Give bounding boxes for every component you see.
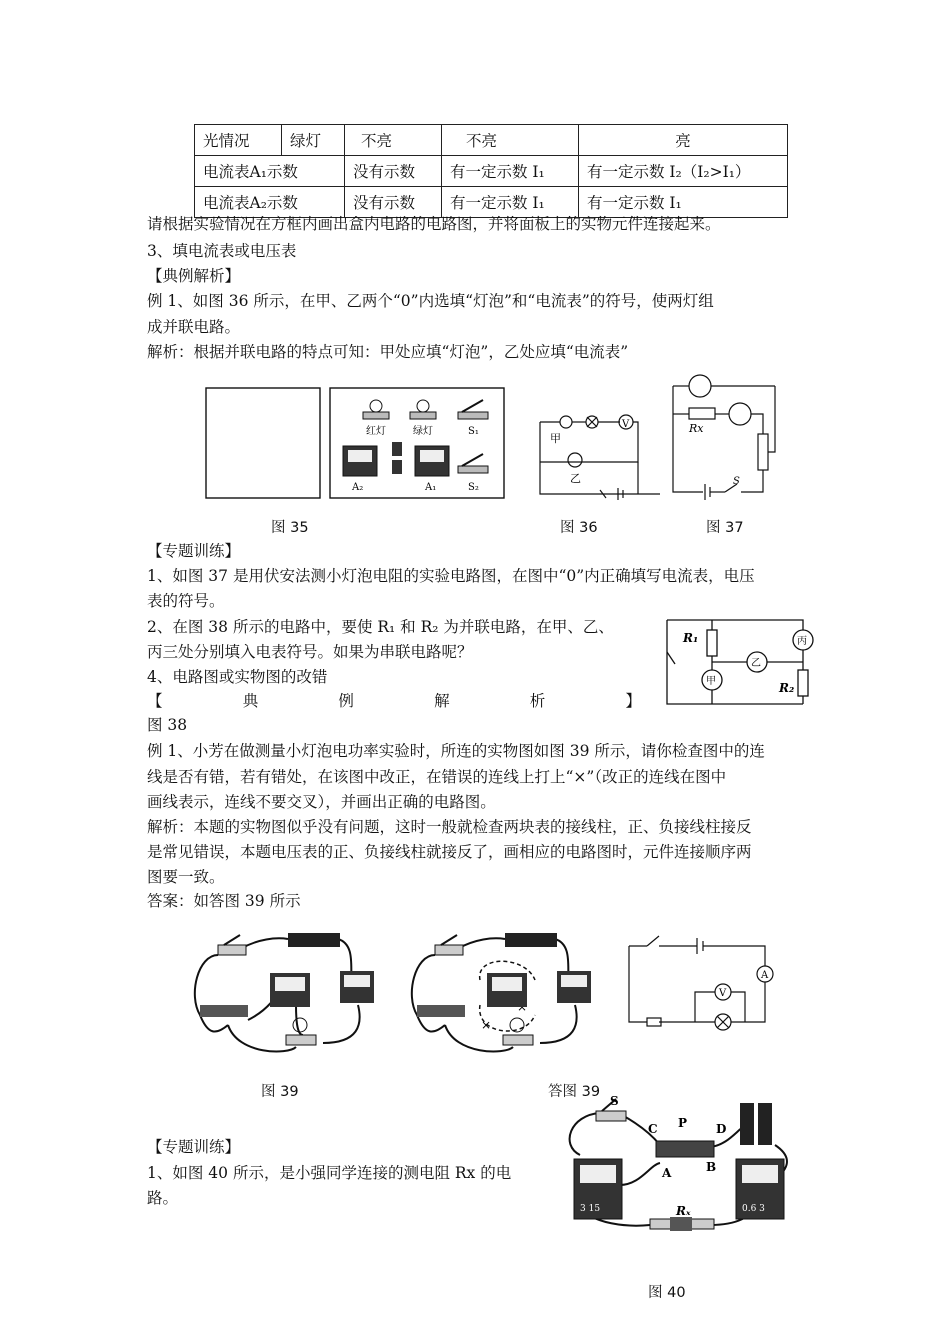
- yi-label: 乙: [751, 658, 761, 669]
- figure-40: [560, 1085, 810, 1245]
- table-cell: 电流表A₂示数: [195, 187, 345, 218]
- a-label: A: [761, 970, 769, 981]
- jia-circle: [560, 416, 572, 428]
- lamp-icon: [510, 1018, 524, 1032]
- a1-label: A₁: [425, 482, 437, 493]
- switch-icon: [596, 1111, 626, 1121]
- jia-label: 甲: [550, 432, 561, 445]
- switch-icon: [435, 945, 463, 955]
- rx-label: Rx: [689, 422, 704, 435]
- section-heading: 3、填电流表或电压表: [147, 242, 297, 260]
- v-label: V: [622, 419, 630, 430]
- answer-circuit-39: [625, 928, 775, 1028]
- r1-resistor: [707, 630, 717, 656]
- meter-circle: [689, 375, 711, 397]
- s-label: S: [733, 476, 740, 487]
- body-text: 例 1、如图 36 所示，在甲、乙两个“0”内选填“灯泡”和“电流表”的符号，使两灯组: [147, 292, 714, 310]
- s1-label: S₁: [468, 426, 479, 437]
- rheostat-icon: [656, 1141, 714, 1157]
- yi-label: 乙: [570, 472, 581, 485]
- body-text: 丙三处分别填入电表符号。如果为串联电路呢？: [147, 643, 473, 661]
- body-text: 是常见错误，本题电压表的正、负接线柱就接反了，画相应的电路图时，元件连接顺序两: [147, 843, 752, 861]
- figure-38-caption: 图 38: [147, 716, 188, 734]
- switch-icon: [458, 400, 488, 419]
- figure-38: [655, 612, 820, 712]
- heading-char: 例: [338, 692, 354, 710]
- figure-39: [188, 925, 388, 1065]
- section-heading: 4、电路图或实物图的改错: [147, 668, 328, 686]
- rheostat-icon: [417, 1005, 465, 1017]
- rx-resistor: [689, 408, 715, 419]
- heading-char: 典: [242, 692, 259, 710]
- table-cell: 有一定示数 I₁: [579, 187, 788, 218]
- rx-label: Rₓ: [676, 1204, 691, 1218]
- red-lamp-label: 红灯: [366, 426, 386, 437]
- s-label: S: [610, 1094, 619, 1108]
- body-text: 请根据实验情况在方框内画出盒内电路的电路图，并将面板上的实物元件连接起来。: [147, 215, 721, 233]
- table-cell: 有一定示数 I₂（I₂>I₁）: [579, 156, 788, 187]
- meter-circle: [729, 403, 751, 425]
- table-cell: 绿灯: [282, 125, 345, 156]
- body-text: 成并联电路。: [147, 318, 241, 336]
- battery-icon: [505, 933, 531, 947]
- bing-label: 丙: [797, 636, 807, 647]
- table-cell: 光情况: [195, 125, 282, 156]
- scale-label: 3 15: [580, 1204, 601, 1214]
- figure-36-caption: 图 36: [560, 520, 598, 536]
- body-text: 画线表示，连线不要交叉），并画出正确的电路图。: [147, 793, 496, 811]
- body-text: 表的符号。: [147, 592, 225, 610]
- justified-heading: [147, 690, 641, 712]
- a-terminal-label: A: [662, 1166, 672, 1180]
- battery-icon: [531, 933, 557, 947]
- table-cell: 不亮: [345, 125, 442, 156]
- figure-37-caption: 图 37: [706, 520, 744, 536]
- figure-35-caption: 图 35: [271, 520, 309, 536]
- body-text: 例 1、小芳在做测量小灯泡电功率实验时，所连的实物图如图 39 所示，请你检查图中的连: [147, 742, 765, 760]
- table-cell: 没有示数: [345, 156, 442, 187]
- body-text: 解析：本题的实物图似乎没有问题，这时一般就检查两块表的接线柱，正、负接线柱接反: [147, 818, 752, 836]
- r2-label: R₂: [779, 681, 795, 695]
- body-text: 路。: [147, 1189, 179, 1207]
- heading-char: 析: [529, 692, 546, 710]
- table-cell: 有一定示数 I₁: [442, 187, 579, 218]
- switch-icon: [218, 945, 246, 955]
- body-text: 图要一致。: [147, 868, 225, 886]
- body-text: 答案：如答图 39 所示: [147, 892, 301, 910]
- table-cell: 电流表A₁示数: [195, 156, 345, 187]
- body-text: 1、如图 37 是用伏安法测小灯泡电阻的实验电路图，在图中“0”内正确填写电流表，电压: [147, 567, 755, 585]
- answer-figure-39: [405, 925, 605, 1065]
- switch-icon: [458, 454, 488, 473]
- table-cell: 没有示数: [345, 187, 442, 218]
- r1-label: R₁: [683, 631, 699, 645]
- figure-40-caption: 图 40: [648, 1285, 686, 1301]
- rheostat-icon: [200, 1005, 248, 1017]
- battery-icon: [740, 1103, 754, 1145]
- section-heading: 【专题训练】: [147, 1138, 241, 1156]
- section-heading: 【专题训练】: [147, 542, 241, 560]
- table-cell: 亮: [579, 125, 788, 156]
- body-text: 2、在图 38 所示的电路中，要使 R₁ 和 R₂ 为并联电路，在甲、乙、: [147, 618, 614, 636]
- table-row: [195, 156, 788, 187]
- table-cell: 不亮: [442, 125, 579, 156]
- body-text: 1、如图 40 所示，是小强同学连接的测电阻 Rx 的电: [147, 1164, 512, 1182]
- figure-36: [530, 402, 650, 502]
- section-heading: 【典例解析】: [147, 267, 241, 285]
- battery-icon: [288, 933, 314, 947]
- figure-39-caption: 图 39: [261, 1084, 299, 1100]
- table-cell: 有一定示数 I₁: [442, 156, 579, 187]
- v-label: V: [719, 988, 727, 999]
- a2-label: A₂: [352, 482, 364, 493]
- body-text: 线是否有错，若有错处，在该图中改正，在错误的连线上打上“×”（改正的连线在图中: [147, 768, 727, 786]
- scale-label: 0.6 3: [742, 1204, 765, 1214]
- d-label: D: [716, 1122, 727, 1136]
- ammeter-icon: [343, 446, 377, 476]
- heading-char: 解: [434, 692, 450, 710]
- battery-icon: [758, 1103, 772, 1145]
- lamp-icon: [293, 1018, 307, 1032]
- lamp-icon: [410, 400, 436, 419]
- lamp-status-table: [194, 124, 788, 218]
- figure-35: [200, 384, 510, 504]
- ammeter-icon: [415, 446, 449, 476]
- r2-resistor: [798, 670, 808, 696]
- body-text: 解析：根据并联电路的特点可知：甲处应填“灯泡”，乙处应填“电流表”: [147, 343, 629, 361]
- p-label: P: [678, 1116, 688, 1130]
- answer-figure-39-caption: 答图 39: [548, 1084, 601, 1100]
- error-mark: ×: [481, 1018, 492, 1032]
- s2-label: S₂: [468, 482, 479, 493]
- rheostat: [647, 1018, 661, 1026]
- green-lamp-label: 绿灯: [413, 426, 433, 437]
- figure-37: [665, 374, 795, 504]
- heading-char: 】: [625, 692, 641, 710]
- c-label: C: [648, 1122, 658, 1136]
- b-terminal-label: B: [706, 1160, 717, 1174]
- heading-char: 【: [147, 692, 163, 710]
- jia-label: 甲: [706, 676, 716, 687]
- battery-icon: [392, 442, 402, 474]
- table-row: [195, 125, 788, 156]
- battery-icon: [314, 933, 340, 947]
- rheostat: [758, 434, 768, 470]
- lamp-icon: [363, 400, 389, 419]
- yi-circle: [568, 453, 582, 467]
